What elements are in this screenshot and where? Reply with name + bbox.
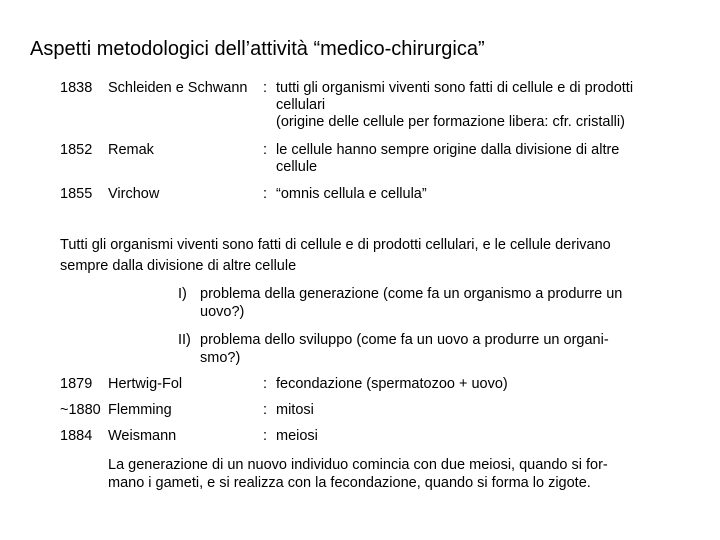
conclusion-line: mano i gameti, e si realizza con la fecondazione, quando si forma lo zigote. bbox=[108, 475, 591, 491]
colon: : bbox=[263, 142, 268, 158]
year-1884: 1884 bbox=[60, 428, 93, 444]
discovery-text: tutti gli organismi viventi sono fatti di cellule e di prodotti bbox=[276, 80, 634, 96]
paragraph-line: Tutti gli organismi viventi sono fatti di cellule e di prodotti cellulari, e le cellule derivano bbox=[60, 237, 611, 253]
colon: : bbox=[263, 80, 268, 96]
problem-label: I) bbox=[178, 286, 187, 302]
year-1852: 1852 bbox=[60, 142, 93, 158]
problem-text: problema dello sviluppo (come fa un uovo a produrre un organi- bbox=[200, 332, 609, 348]
discovery-text: cellule bbox=[276, 159, 318, 175]
scientist-name: Remak bbox=[108, 142, 154, 158]
colon: : bbox=[263, 428, 268, 444]
problem-text: uovo?) bbox=[200, 304, 245, 320]
scientist-name: Hertwig-Fol bbox=[108, 376, 183, 392]
year-1880: ~1880 bbox=[60, 402, 101, 418]
colon: : bbox=[263, 186, 268, 202]
scientist-name: Weismann bbox=[108, 428, 177, 444]
discovery-text: mitosi bbox=[276, 402, 314, 418]
year-1838: 1838 bbox=[60, 80, 93, 96]
discovery-text: fecondazione (spermatozoo + uovo) bbox=[276, 376, 508, 392]
colon: : bbox=[263, 402, 268, 418]
year-1879: 1879 bbox=[60, 376, 93, 392]
slide-title: Aspetti metodologici dell’attività “medico-chirurgica” bbox=[30, 38, 485, 60]
scientist-name: Virchow bbox=[108, 186, 160, 202]
colon: : bbox=[263, 376, 268, 392]
discovery-text: meiosi bbox=[276, 428, 318, 444]
discovery-text: “omnis cellula e cellula” bbox=[276, 186, 427, 202]
year-1855: 1855 bbox=[60, 186, 93, 202]
paragraph-line: sempre dalla divisione di altre cellule bbox=[60, 258, 297, 274]
discovery-text: cellulari bbox=[276, 97, 326, 113]
scientist-name: Schleiden e Schwann bbox=[108, 80, 248, 96]
problem-label: II) bbox=[178, 332, 191, 348]
problem-text: problema della generazione (come fa un organismo a produrre un bbox=[200, 286, 623, 302]
scientist-name: Flemming bbox=[108, 402, 172, 418]
discovery-text: (origine delle cellule per formazione libera: cfr. cristalli) bbox=[276, 114, 625, 130]
discovery-text: le cellule hanno sempre origine dalla divisione di altre bbox=[276, 142, 620, 158]
conclusion-line: La generazione di un nuovo individuo comincia con due meiosi, quando si for- bbox=[108, 457, 608, 473]
problem-text: smo?) bbox=[200, 350, 241, 366]
